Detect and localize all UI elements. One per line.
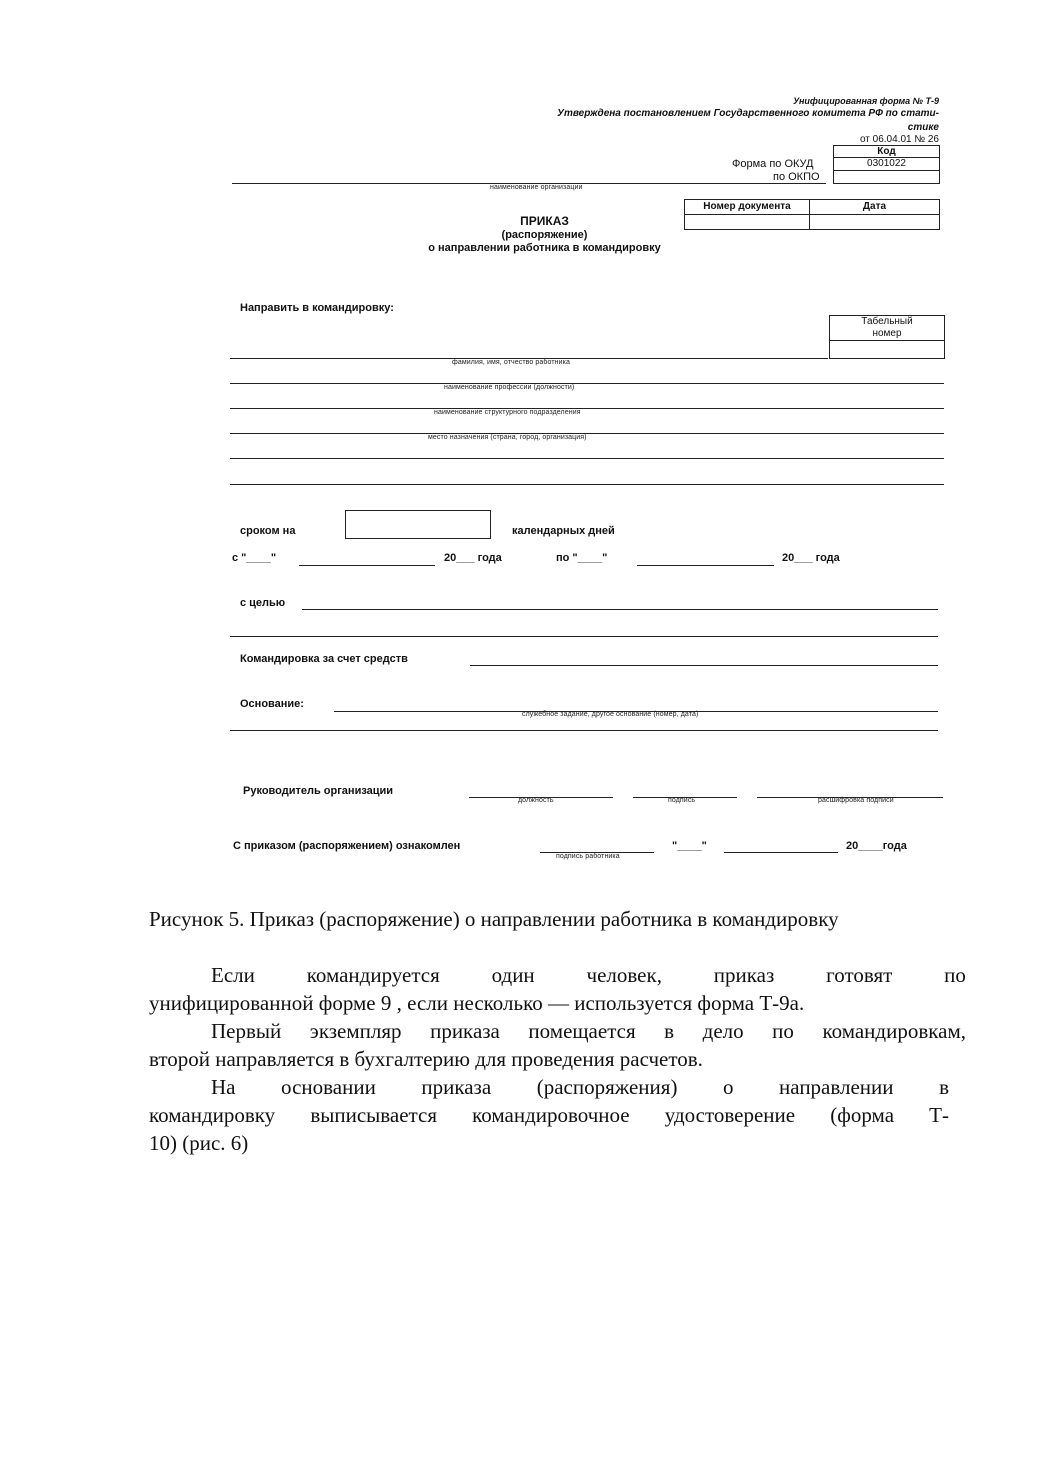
figure-caption: Рисунок 5. Приказ (распоряжение) о направлении работника в командировку [149, 907, 839, 931]
purpose-line-1 [302, 609, 938, 610]
from-month-line [299, 565, 435, 566]
form-header-line2: Утверждена постановлением Государственного комитета РФ по стати- [557, 108, 939, 119]
word: командируется [306, 963, 440, 987]
form-title: ПРИКАЗ [520, 214, 569, 228]
paragraph-3-line-3: 10) (рис. 6) [149, 1131, 249, 1155]
destination-line [230, 433, 944, 434]
word: один [491, 963, 535, 987]
form-header-line3: стике [907, 122, 939, 133]
okpo-cell [833, 170, 940, 184]
okud-cell [833, 157, 940, 171]
date-label: Дата [862, 201, 887, 212]
tab-number-label-2: номер [872, 328, 902, 339]
paragraph-1-line-1 [149, 961, 966, 989]
paragraph-3 [149, 1073, 949, 1157]
paragraph-1 [149, 961, 966, 1017]
paragraph-3-line-1 [149, 1073, 949, 1101]
word: в [939, 1075, 949, 1099]
form-header-line4: от 06.04.01 № 26 [859, 134, 939, 145]
paragraph-2-line-2: второй направляется в бухгалтерию для проведения расчетов. [149, 1047, 703, 1071]
paragraph-3-line-2: командировку выписывается командировочное удостоверение (форма Т- [149, 1103, 949, 1127]
caption-signature: подпись [668, 797, 696, 804]
caption-fio: фамилия, имя, отчество работника [452, 359, 570, 366]
term-label: сроком на [240, 525, 296, 537]
org-caption: наименование организации [490, 184, 583, 191]
tab-number-label-1: Табельный [861, 316, 913, 327]
caption-position: должность [518, 797, 554, 804]
extra-line-1 [230, 458, 944, 459]
to-label: по "____" [556, 552, 608, 564]
okud-label: Форма по ОКУД [732, 158, 814, 170]
profession-line [230, 383, 944, 384]
word: (распоряжения) [536, 1075, 678, 1099]
acquainted-label: С приказом (распоряжением) ознакомлен [233, 840, 461, 852]
tab-number-header [829, 315, 945, 341]
caption-department: наименование структурного подразделения [434, 409, 581, 416]
word: готовят [826, 963, 893, 987]
caption-signature-decode: расшифровка подписи [818, 797, 894, 804]
word: основании [281, 1075, 376, 1099]
paragraph-2 [149, 1017, 966, 1073]
date-header [809, 199, 940, 215]
word: приказ [713, 963, 775, 987]
form-subtitle2: о направлении работника в командировку [428, 242, 661, 254]
word: по [944, 963, 966, 987]
word: человек, [586, 963, 662, 987]
head-label: Руководитель организации [243, 785, 394, 797]
extra-line-2 [230, 484, 944, 485]
okud-value: 0301022 [867, 158, 906, 169]
year-label-2: 20___ года [782, 552, 840, 564]
from-label: с "____" [232, 552, 277, 564]
paragraph-1-line-2: унифицированной форме 9 , если несколько — используется форма Т-9а. [149, 991, 805, 1015]
doc-number-label: Номер документа [703, 201, 791, 212]
calendar-days-label: календарных дней [512, 525, 615, 537]
caption-profession: наименование профессии (должности) [444, 384, 575, 391]
basis-line-2 [230, 730, 938, 731]
form-subtitle: (распоряжение) [501, 229, 588, 241]
word: Если [211, 963, 255, 987]
funding-label: Командировка за счет средств [240, 653, 408, 665]
term-days-box [345, 510, 491, 539]
tab-number-value [829, 340, 945, 359]
purpose-line-2 [230, 636, 938, 637]
caption-employee-signature: подпись работника [556, 853, 620, 860]
year-label-1: 20___ года [444, 552, 502, 564]
word: приказа [421, 1075, 492, 1099]
basis-caption: служебное задание, другое основание (номер, дата) [522, 711, 699, 718]
send-label: Направить в командировку: [240, 302, 394, 314]
department-line [230, 408, 944, 409]
kod-label: Код [877, 146, 896, 157]
funding-line [470, 665, 938, 666]
form-header-line1: Унифицированная форма № Т-9 [793, 96, 939, 106]
word: направлении [779, 1075, 894, 1099]
purpose-label: с целью [240, 597, 286, 609]
word: На [211, 1075, 236, 1099]
word: о [722, 1075, 734, 1099]
caption-destination: место назначения (страна, город, организация) [428, 434, 587, 441]
basis-label: Основание: [240, 698, 304, 710]
paragraph-2-line-1: Первый экземпляр приказа помещается в дело по командировкам, [211, 1019, 966, 1043]
acq-month-line [724, 852, 838, 853]
to-month-line [637, 565, 774, 566]
acq-date-label: "____" [672, 840, 707, 852]
okpo-label: по ОКПО [773, 171, 820, 183]
acq-year-label: 20____года [846, 840, 907, 852]
doc-number-header [684, 199, 810, 215]
